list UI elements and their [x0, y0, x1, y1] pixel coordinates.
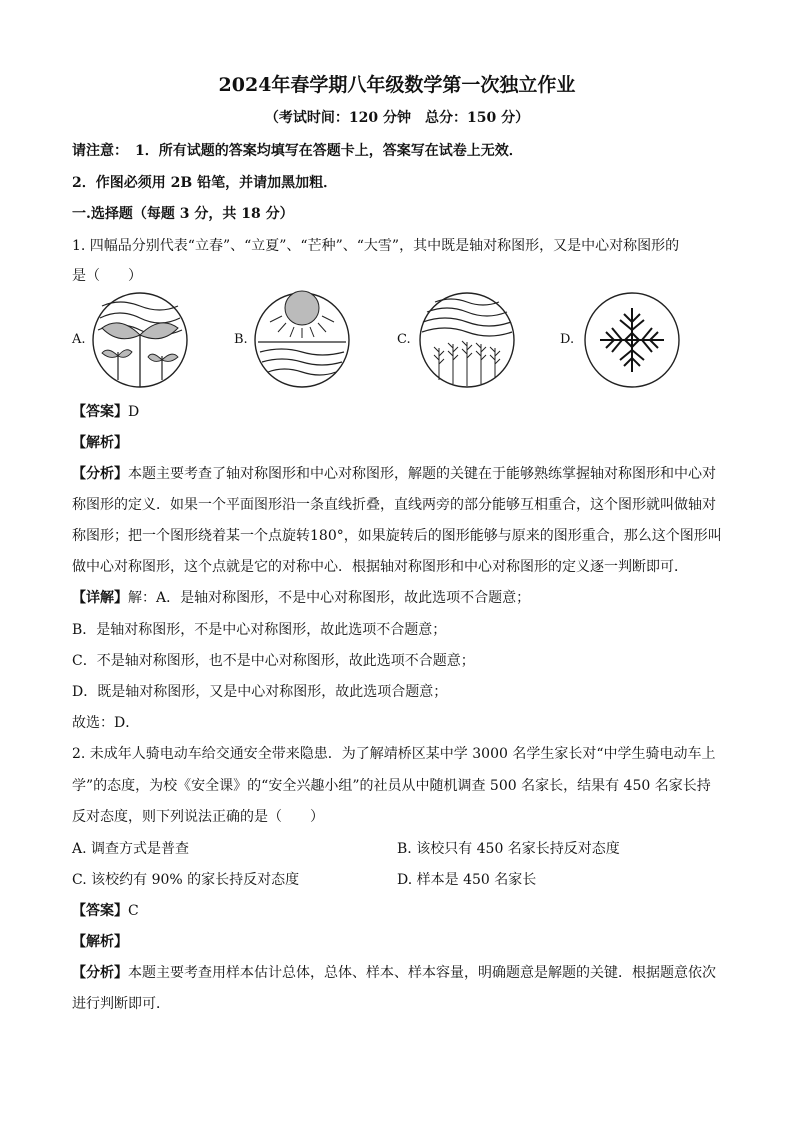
q2-option-a: A. 调查方式是普查 — [72, 841, 190, 857]
q1-fenxi-line-4: 做中心对称图形，这个点就是它的对称中心．根据轴对称图形和中心对称图形的定义逐一判断即可． — [72, 559, 688, 575]
figure-option-c — [397, 290, 527, 390]
q1-detail-line-3: C．不是轴对称图形，也不是中心对称图形，故此选项不合题意； — [72, 653, 475, 669]
q1-stem-line-1: 1. 四幅品分别代表“立春”、“立夏”、“芒种”、“大雪”，其中既是轴对称图形，又是中心对称图形的 — [72, 238, 680, 254]
figure-a-label: A. — [72, 332, 86, 347]
answer-tag: 【答案】 — [72, 903, 128, 919]
page-title: 2024年春学期八年级数学第一次独立作业 — [218, 74, 576, 96]
fenxi-tag: 【分析】 — [72, 466, 128, 482]
answer-tag: 【答案】 — [72, 404, 128, 420]
figure-option-a — [72, 290, 202, 390]
figure-option-b — [234, 290, 364, 390]
q1-stem-line-2: 是（ ） — [72, 268, 142, 284]
q1-figures — [72, 290, 712, 390]
analysis-tag: 【解析】 — [72, 435, 128, 451]
figure-b-label: B. — [234, 332, 248, 347]
q1-choose: 故选：D． — [72, 715, 140, 731]
q2-fenxi-text-1: 本题主要考查用样本估计总体，总体、样本、样本容量，明确题意是解题的关键．根据题意依次 — [128, 965, 716, 981]
q2-analysis-tag — [72, 931, 128, 951]
figure-d-label: D. — [560, 332, 575, 347]
notice-line-2: 2．作图必须用 2B 铅笔，并请加黑加粗． — [72, 175, 338, 191]
q1-detail-line-2: B．是轴对称图形，不是中心对称图形，故此选项不合题意； — [72, 622, 447, 638]
q2-fenxi-line-1 — [72, 962, 716, 982]
q1-detail-line-4: D．既是轴对称图形，又是中心对称图形，故此选项合题意； — [72, 684, 448, 700]
grain-field-circle-icon — [417, 290, 517, 390]
q2-answer — [72, 900, 139, 920]
figure-c-label: C. — [397, 332, 411, 347]
sun-waves-circle-icon — [252, 290, 352, 390]
q2-answer-value: C — [128, 903, 139, 919]
q1-fenxi-line-1 — [72, 463, 716, 483]
figure-option-d — [560, 290, 710, 390]
section-heading: 一.选择题（每题 3 分，共 18 分） — [72, 206, 294, 222]
fenxi-tag: 【分析】 — [72, 965, 128, 981]
snowflake-circle-icon — [580, 290, 684, 390]
q1-fenxi-text-1: 本题主要考查了轴对称图形和中心对称图形，解题的关键在于能够熟练掌握轴对称图形和中心对 — [128, 466, 716, 482]
q2-stem-line-2: 学”的态度，为校《安全课》的“安全兴趣小组”的社员从中随机调查 500 名家长，结果有 450 名家长持 — [72, 778, 711, 794]
q1-fenxi-line-2: 称图形的定义．如果一个平面图形沿一条直线折叠，直线两旁的部分能够互相重合，这个图形就叫做轴对 — [72, 497, 716, 513]
q1-analysis-tag — [72, 432, 128, 452]
analysis-tag: 【解析】 — [72, 934, 128, 950]
exam-info: （考试时间：120 分钟 总分：150 分） — [264, 110, 530, 126]
q1-detail-line-1 — [72, 587, 530, 607]
q1-answer — [72, 401, 139, 421]
q1-answer-value: D — [128, 404, 140, 420]
q2-stem-line-1: 2. 未成年人骑电动车给交通安全带来隐患．为了解靖桥区某中学 3000 名学生家长对“中学生骑电动车上 — [72, 746, 716, 762]
q1-detail-text-1: 解：A．是轴对称图形，不是中心对称图形，故此选项不合题意； — [128, 590, 531, 606]
q2-option-c: C. 该校约有 90% 的家长持反对态度 — [72, 872, 300, 888]
q2-option-d: D. 样本是 450 名家长 — [397, 872, 537, 888]
q2-fenxi-line-2: 进行判断即可． — [72, 996, 170, 1012]
q1-fenxi-line-3: 称图形；把一个图形绕着某一个点旋转180°，如果旋转后的图形能够与原来的图形重合，那么这个图形叫 — [72, 528, 722, 544]
q2-stem-line-3: 反对态度，则下列说法正确的是（ ） — [72, 809, 324, 825]
notice-line-1: 请注意： 1．所有试题的答案均填写在答题卡上，答案写在试卷上无效． — [72, 143, 523, 159]
sprout-circle-icon — [90, 290, 190, 390]
detail-tag: 【详解】 — [72, 590, 128, 606]
q2-option-b: B. 该校只有 450 名家长持反对态度 — [397, 841, 620, 857]
